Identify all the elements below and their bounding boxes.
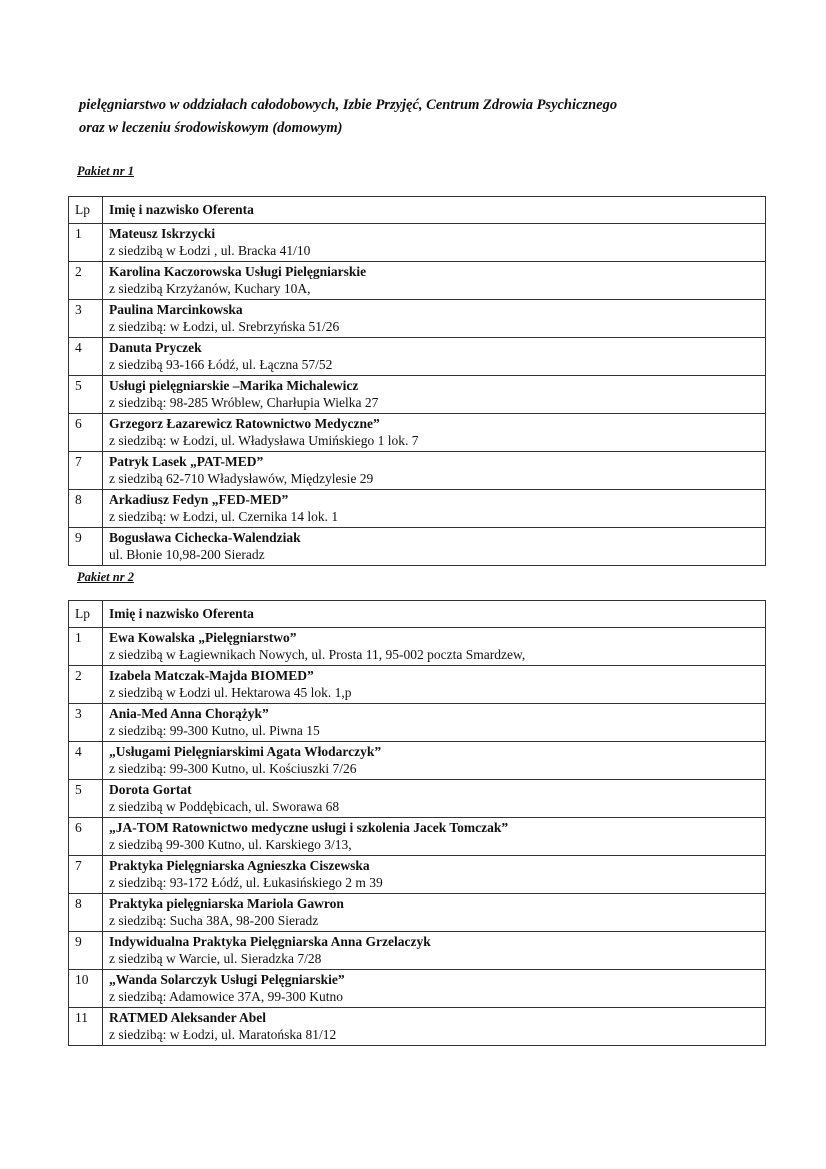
offeror-name: Usługi pielęgniarskie –Marika Michalewicz bbox=[109, 378, 359, 393]
offeror-name: Karolina Kaczorowska Usługi Pielęgniarskie bbox=[109, 264, 367, 279]
offeror-name: Izabela Matczak-Majda BIOMED” bbox=[109, 668, 314, 683]
row-offeror bbox=[103, 262, 766, 300]
row-offeror bbox=[103, 300, 766, 338]
package-1-title: Pakiet nr 1 bbox=[77, 164, 134, 178]
package-1-rows bbox=[69, 224, 766, 566]
row-offeror bbox=[103, 818, 766, 856]
table-row bbox=[69, 628, 766, 666]
offeror-address: z siedzibą 93-166 Łódź, ul. Łączna 57/52 bbox=[109, 357, 333, 372]
package-2-rows bbox=[69, 628, 766, 1046]
offeror-address: z siedzibą Krzyżanów, Kuchary 10A, bbox=[109, 281, 311, 296]
table-row bbox=[69, 262, 766, 300]
offeror-address: z siedzibą: Sucha 38A, 98-200 Sieradz bbox=[109, 913, 319, 928]
offeror-address: z siedzibą w Łagiewnikach Nowych, ul. Prosta 11, 95-002 poczta Smardzew, bbox=[109, 647, 526, 662]
offeror-address: z siedzibą: 99-300 Kutno, ul. Kościuszki 7/26 bbox=[109, 761, 357, 776]
offeror-address: z siedzibą: w Łodzi, ul. Czernika 14 lok. 1 bbox=[109, 509, 339, 524]
offeror-name: Ania-Med Anna Chorążyk” bbox=[109, 706, 269, 721]
offeror-name: Praktyka Pielęgniarska Agnieszka Ciszewska bbox=[109, 858, 370, 873]
table-header-row bbox=[69, 197, 766, 224]
table-row bbox=[69, 970, 766, 1008]
offeror-name: Grzegorz Łazarewicz Ratownictwo Medyczne” bbox=[109, 416, 380, 431]
row-lp: 1 bbox=[69, 628, 103, 666]
table-row bbox=[69, 528, 766, 566]
row-offeror bbox=[103, 856, 766, 894]
offeror-address: z siedzibą w Warcie, ul. Sieradzka 7/28 bbox=[109, 951, 322, 966]
offeror-name: Danuta Pryczek bbox=[109, 340, 202, 355]
offeror-address: z siedzibą w Poddębicach, ul. Sworawa 68 bbox=[109, 799, 340, 814]
table-row bbox=[69, 338, 766, 376]
table-row bbox=[69, 1008, 766, 1046]
row-offeror bbox=[103, 894, 766, 932]
table-row bbox=[69, 932, 766, 970]
row-lp: 8 bbox=[69, 894, 103, 932]
offeror-address: ul. Błonie 10,98-200 Sieradz bbox=[109, 547, 265, 562]
header-lp: Lp bbox=[69, 197, 103, 224]
row-lp: 9 bbox=[69, 932, 103, 970]
table-row bbox=[69, 224, 766, 262]
table-row bbox=[69, 742, 766, 780]
row-lp: 5 bbox=[69, 376, 103, 414]
table-row bbox=[69, 704, 766, 742]
row-offeror bbox=[103, 666, 766, 704]
row-offeror bbox=[103, 376, 766, 414]
offeror-name: Ewa Kowalska „Pielęgniarstwo” bbox=[109, 630, 297, 645]
offeror-address: z siedzibą w Łodzi , ul. Bracka 41/10 bbox=[109, 243, 311, 258]
table-row bbox=[69, 856, 766, 894]
row-lp: 1 bbox=[69, 224, 103, 262]
row-lp: 4 bbox=[69, 338, 103, 376]
row-lp: 5 bbox=[69, 780, 103, 818]
package-2-table bbox=[68, 600, 766, 1046]
row-lp: 7 bbox=[69, 452, 103, 490]
heading-line-1: pielęgniarstwo w oddziałach całodobowych, Izbie Przyjęć, Centrum Zdrowia Psychicznego bbox=[79, 97, 618, 113]
row-offeror bbox=[103, 970, 766, 1008]
table-row bbox=[69, 818, 766, 856]
offeror-address: z siedzibą: w Łodzi, ul. Srebrzyńska 51/26 bbox=[109, 319, 340, 334]
offeror-name: „Usługami Pielęgniarskimi Agata Włodarczyk” bbox=[109, 744, 382, 759]
row-offeror bbox=[103, 414, 766, 452]
row-lp: 3 bbox=[69, 704, 103, 742]
package-2-title: Pakiet nr 2 bbox=[77, 570, 134, 584]
offeror-address: z siedzibą: Adamowice 37A, 99-300 Kutno bbox=[109, 989, 343, 1004]
row-lp: 11 bbox=[69, 1008, 103, 1046]
row-lp: 4 bbox=[69, 742, 103, 780]
row-lp: 7 bbox=[69, 856, 103, 894]
offeror-name: Patryk Lasek „PAT-MED” bbox=[109, 454, 264, 469]
offeror-name: RATMED Aleksander Abel bbox=[109, 1010, 267, 1025]
offeror-address: z siedzibą: w Łodzi, ul. Maratońska 81/12 bbox=[109, 1027, 337, 1042]
row-lp: 6 bbox=[69, 414, 103, 452]
offeror-address: z siedzibą w Łodzi ul. Hektarowa 45 lok. 1,p bbox=[109, 685, 352, 700]
offeror-address: z siedzibą: w Łodzi, ul. Władysława Umińskiego 1 lok. 7 bbox=[109, 433, 419, 448]
package-1-table bbox=[68, 196, 766, 566]
row-lp: 3 bbox=[69, 300, 103, 338]
row-offeror bbox=[103, 932, 766, 970]
row-offeror bbox=[103, 780, 766, 818]
table-row bbox=[69, 414, 766, 452]
row-offeror bbox=[103, 742, 766, 780]
offeror-name: Paulina Marcinkowska bbox=[109, 302, 243, 317]
row-lp: 10 bbox=[69, 970, 103, 1008]
offeror-address: z siedzibą: 99-300 Kutno, ul. Piwna 15 bbox=[109, 723, 320, 738]
offeror-name: „Wanda Solarczyk Usługi Pelęgniarskie” bbox=[109, 972, 345, 987]
offeror-name: Indywidualna Praktyka Pielęgniarska Anna Grzelaczyk bbox=[109, 934, 431, 949]
row-lp: 6 bbox=[69, 818, 103, 856]
row-offeror bbox=[103, 338, 766, 376]
row-offeror bbox=[103, 704, 766, 742]
row-lp: 9 bbox=[69, 528, 103, 566]
offeror-name: „JA-TOM Ratownictwo medyczne usługi i szkolenia Jacek Tomczak” bbox=[109, 820, 509, 835]
table-row bbox=[69, 452, 766, 490]
table-row bbox=[69, 666, 766, 704]
row-offeror bbox=[103, 628, 766, 666]
table-row bbox=[69, 780, 766, 818]
offeror-address: z siedzibą: 93-172 Łódź, ul. Łukasińskiego 2 m 39 bbox=[109, 875, 383, 890]
table-row bbox=[69, 490, 766, 528]
row-lp: 2 bbox=[69, 666, 103, 704]
heading-line-2: oraz w leczeniu środowiskowym (domowym) bbox=[79, 120, 343, 136]
row-lp: 2 bbox=[69, 262, 103, 300]
offeror-address: z siedzibą 62-710 Władysławów, Międzylesie 29 bbox=[109, 471, 374, 486]
table-row bbox=[69, 894, 766, 932]
table-row bbox=[69, 300, 766, 338]
header-lp: Lp bbox=[69, 601, 103, 628]
offeror-address: z siedzibą 99-300 Kutno, ul. Karskiego 3/13, bbox=[109, 837, 352, 852]
table-header-row bbox=[69, 601, 766, 628]
row-offeror bbox=[103, 1008, 766, 1046]
row-offeror bbox=[103, 452, 766, 490]
header-name: Imię i nazwisko Oferenta bbox=[103, 197, 766, 224]
table-row bbox=[69, 376, 766, 414]
row-lp: 8 bbox=[69, 490, 103, 528]
offeror-name: Praktyka pielęgniarska Mariola Gawron bbox=[109, 896, 344, 911]
offeror-name: Bogusława Cichecka-Walendziak bbox=[109, 530, 301, 545]
offeror-name: Arkadiusz Fedyn „FED-MED” bbox=[109, 492, 289, 507]
header-name: Imię i nazwisko Oferenta bbox=[103, 601, 766, 628]
row-offeror bbox=[103, 224, 766, 262]
offeror-name: Dorota Gortat bbox=[109, 782, 192, 797]
offeror-address: z siedzibą: 98-285 Wróblew, Charłupia Wielka 27 bbox=[109, 395, 379, 410]
row-offeror bbox=[103, 490, 766, 528]
document-heading bbox=[79, 94, 779, 140]
offeror-name: Mateusz Iskrzycki bbox=[109, 226, 216, 241]
row-offeror bbox=[103, 528, 766, 566]
